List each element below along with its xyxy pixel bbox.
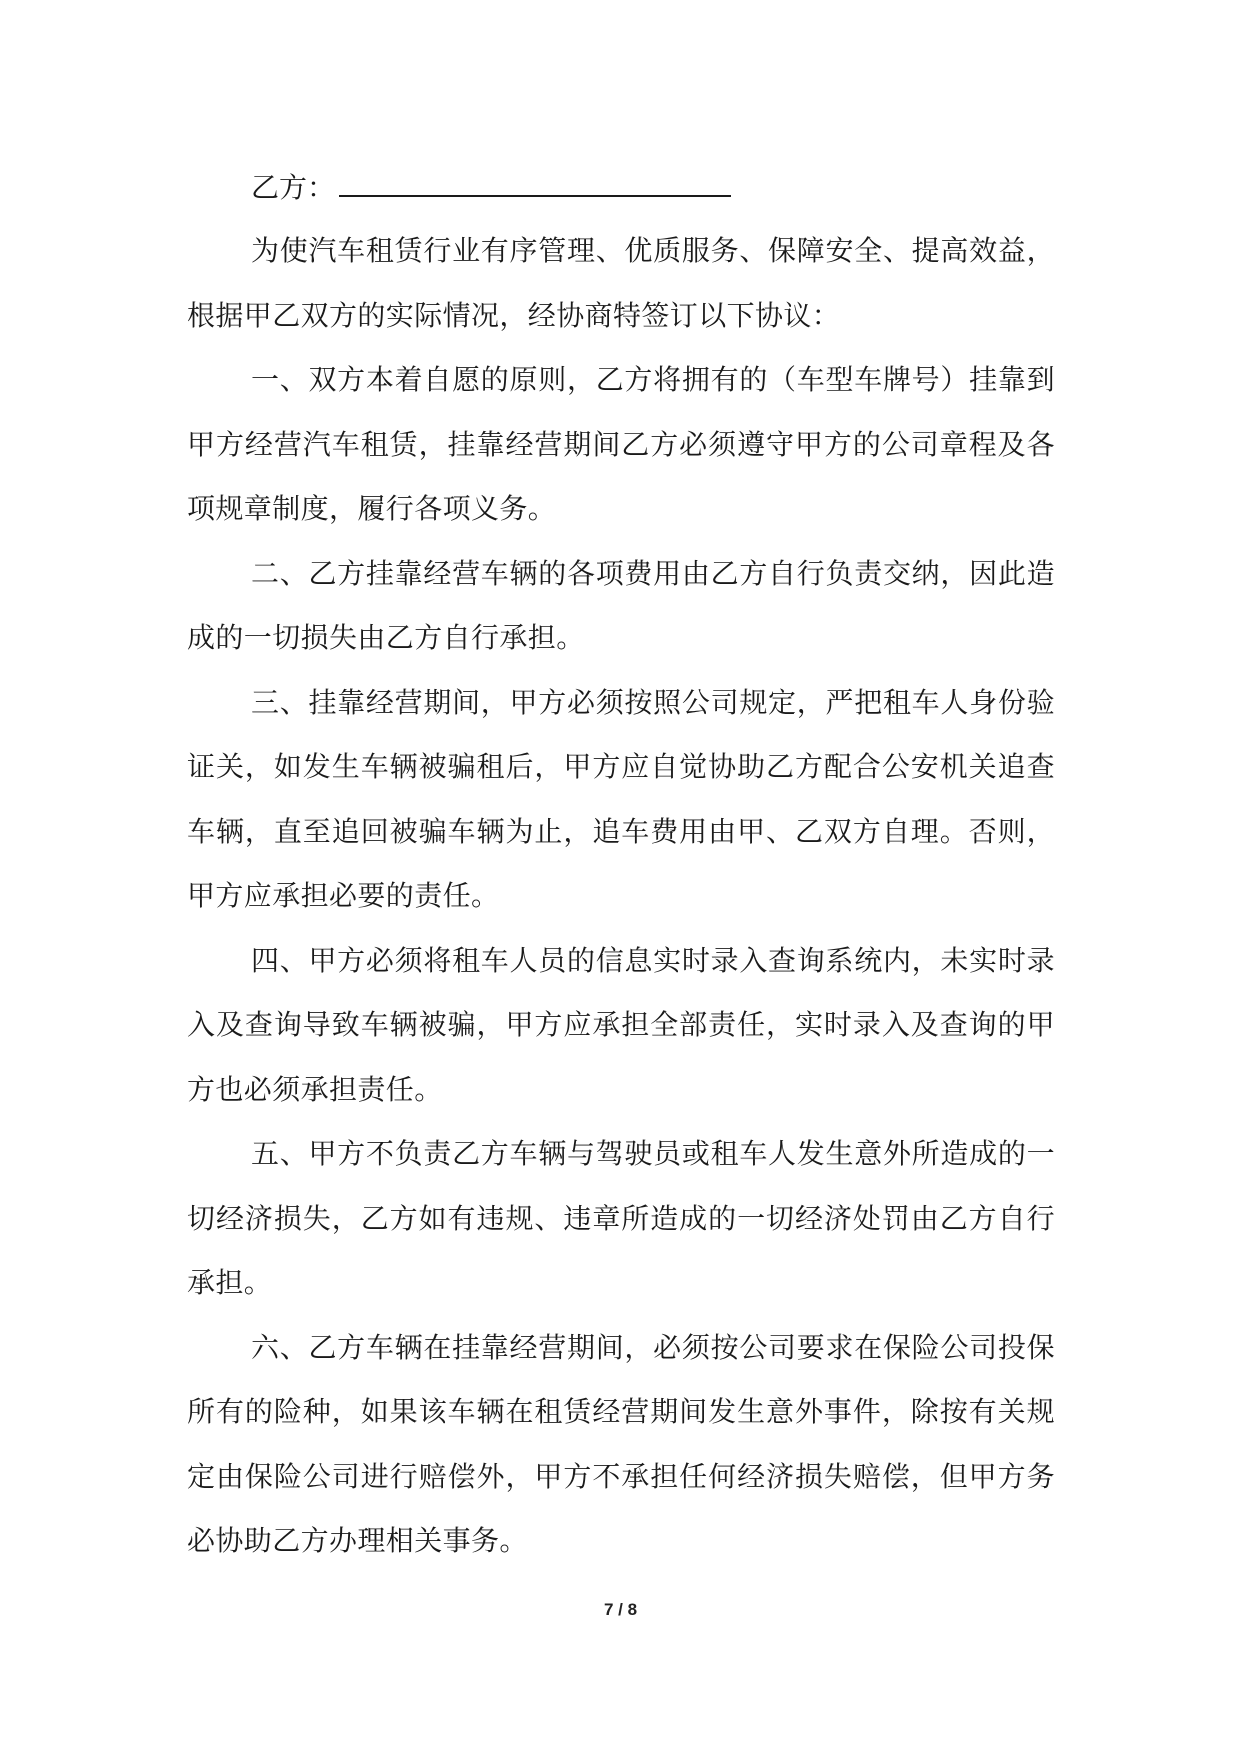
document-body xyxy=(187,157,1055,1574)
clause-1: 一、双方本着自愿的原则，乙方将拥有的（车型车牌号）挂靠到甲方经营汽车租赁，挂靠经营期间乙方必须遵守甲方的公司章程及各项规章制度，履行各项义务。 xyxy=(187,363,1055,525)
clause-2: 二、乙方挂靠经营车辆的各项费用由乙方自行负责交纳，因此造成的一切损失由乙方自行承担。 xyxy=(187,556,1055,654)
party-b-line xyxy=(187,157,1055,219)
clause-5: 五、甲方不负责乙方车辆与驾驶员或租车人发生意外所造成的一切经济损失，乙方如有违规、违章所造成的一切经济处罚由乙方自行承担。 xyxy=(187,1137,1055,1299)
clause-6: 六、乙方车辆在挂靠经营期间，必须按公司要求在保险公司投保所有的险种，如果该车辆在租赁经营期间发生意外事件，除按有关规定由保险公司进行赔偿外，甲方不承担任何经济损失赔偿，但甲方务必协助乙方办理相关事务。 xyxy=(187,1330,1055,1557)
party-b-label: 乙方： xyxy=(251,171,336,204)
page-number: 7 / 8 xyxy=(603,1600,638,1619)
clause-3: 三、挂靠经营期间，甲方必须按照公司规定，严把租车人身份验证关，如发生车辆被骗租后，甲方应自觉协助乙方配合公安机关追查车辆，直至追回被骗车辆为止，追车费用由甲、乙双方自理。否则，甲方应承担必要的责任。 xyxy=(187,685,1055,912)
party-b-blank xyxy=(339,165,731,197)
clause-4: 四、甲方必须将租车人员的信息实时录入查询系统内，未实时录入及查询导致车辆被骗，甲方应承担全部责任，实时录入及查询的甲方也必须承担责任。 xyxy=(187,943,1055,1106)
intro-paragraph: 为使汽车租赁行业有序管理、优质服务、保障安全、提高效益，根据甲乙双方的实际情况，经协商特签订以下协议： xyxy=(187,234,1055,332)
